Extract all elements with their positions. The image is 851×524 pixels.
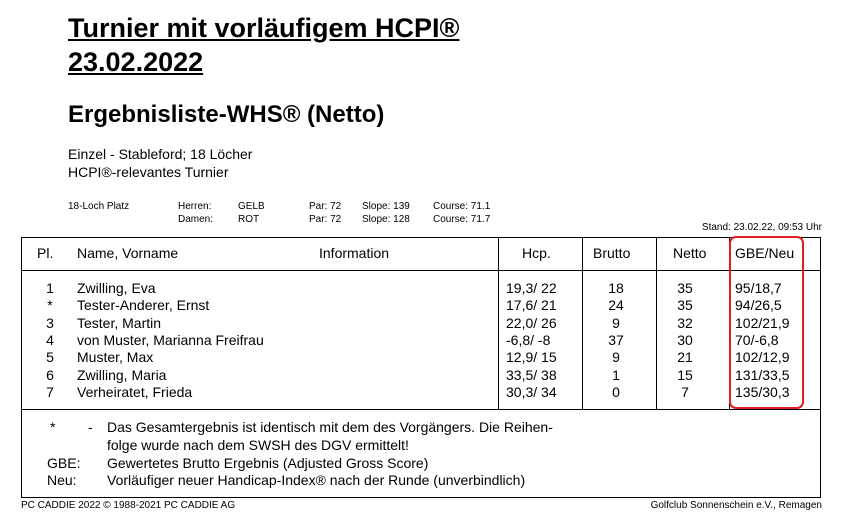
row-netto: 35 (677, 297, 693, 313)
row-hcp: 17,6/ 21 (506, 297, 557, 313)
note-star-symbol: * (50, 419, 56, 435)
notes-divider (21, 409, 821, 410)
row-brutto: 1 (612, 367, 620, 383)
course-tee-damen: ROT (238, 214, 260, 225)
course-name: 18-Loch Platz (68, 201, 130, 212)
row-netto: 35 (677, 280, 693, 296)
row-netto: 7 (681, 384, 689, 400)
row-player-name: von Muster, Marianna Freifrau (77, 332, 264, 348)
note-star-line1: Das Gesamtergebnis ist identisch mit dem des Vorgängers. Die Reihen- (107, 419, 553, 435)
header-hcp: Hcp. (522, 245, 551, 261)
row-brutto: 37 (608, 332, 624, 348)
col-divider-hcp (498, 237, 499, 410)
footer-copyright: PC CADDIE 2022 © 1988-2021 PC CADDIE AG (21, 500, 236, 511)
note-gbe-text: Gewertetes Brutto Ergebnis (Adjusted Gross Score) (107, 455, 429, 471)
row-netto: 32 (677, 315, 693, 331)
row-player-name: Tester-Anderer, Ernst (77, 297, 210, 313)
row-gbe-neu: 95/18,7 (735, 280, 782, 296)
header-information: Information (319, 245, 390, 261)
note-neu-text: Vorläufiger neuer Handicap-Index® nach der Runde (unverbindlich) (107, 472, 526, 488)
course-par-damen: Par: 72 (309, 214, 342, 225)
tournament-format: Einzel - Stableford; 18 Löcher (68, 146, 253, 162)
row-place: 4 (46, 332, 54, 348)
row-place: 6 (46, 367, 54, 383)
row-hcp: 12,9/ 15 (506, 349, 557, 365)
course-rating-damen: Course: 71.7 (433, 214, 491, 225)
row-gbe-neu: 135/30,3 (735, 384, 790, 400)
header-brutto: Brutto (593, 245, 631, 261)
row-player-name: Zwilling, Maria (77, 367, 167, 383)
course-slope-herren: Slope: 139 (362, 201, 410, 212)
row-hcp: 30,3/ 34 (506, 384, 557, 400)
row-brutto: 24 (608, 297, 624, 313)
row-netto: 15 (677, 367, 693, 383)
course-group-damen: Damen: (178, 214, 214, 225)
row-hcp: -6,8/ -8 (506, 332, 551, 348)
note-neu-key: Neu: (47, 472, 77, 488)
course-tee-herren: GELB (238, 201, 265, 212)
row-place: 1 (46, 280, 54, 296)
row-hcp: 33,5/ 38 (506, 367, 557, 383)
row-hcp: 22,0/ 26 (506, 315, 557, 331)
row-brutto: 9 (612, 349, 620, 365)
row-hcp: 19,3/ 22 (506, 280, 557, 296)
header-divider (21, 270, 821, 271)
row-player-name: Zwilling, Eva (77, 280, 156, 296)
course-rating-herren: Course: 71.1 (433, 201, 491, 212)
row-brutto: 18 (608, 280, 624, 296)
note-star-dash: - (88, 419, 93, 435)
note-star-line2: folge wurde nach dem SWSH des DGV ermittelt! (107, 437, 409, 453)
row-brutto: 9 (612, 315, 620, 331)
note-gbe-key: GBE: (47, 455, 81, 471)
header-pl: Pl. (37, 245, 54, 261)
results-subtitle: Ergebnisliste-WHS® (Netto) (68, 101, 385, 128)
course-par-herren: Par: 72 (309, 201, 342, 212)
header-name: Name, Vorname (77, 245, 179, 261)
col-divider-netto (656, 237, 657, 410)
page-title-line1: Turnier mit vorläufigem HCPI® (68, 13, 460, 43)
row-gbe-neu: 70/-6,8 (735, 332, 779, 348)
stand-timestamp: Stand: 23.02.22, 09:53 Uhr (701, 222, 822, 233)
row-gbe-neu: 131/33,5 (735, 367, 790, 383)
header-gbe: GBE/Neu (735, 245, 795, 261)
row-place: 5 (46, 349, 54, 365)
row-gbe-neu: 94/26,5 (735, 297, 782, 313)
page-title-date: 23.02.2022 (68, 47, 204, 77)
header-netto: Netto (673, 245, 707, 261)
row-netto: 21 (677, 349, 693, 365)
row-player-name: Verheiratet, Frieda (77, 384, 193, 400)
footer-club: Golfclub Sonnenschein e.V., Remagen (650, 500, 822, 511)
col-divider-brutto (582, 237, 583, 410)
tournament-relevance: HCPI®-relevantes Turnier (68, 164, 229, 180)
row-gbe-neu: 102/21,9 (735, 315, 790, 331)
course-slope-damen: Slope: 128 (362, 214, 410, 225)
row-brutto: 0 (612, 384, 620, 400)
row-gbe-neu: 102/12,9 (735, 349, 790, 365)
row-player-name: Muster, Max (77, 349, 154, 365)
course-group-herren: Herren: (178, 201, 212, 212)
row-place: 7 (46, 384, 54, 400)
row-netto: 30 (677, 332, 693, 348)
row-player-name: Tester, Martin (77, 315, 162, 331)
row-place: 3 (46, 315, 54, 331)
row-place: * (47, 297, 53, 313)
